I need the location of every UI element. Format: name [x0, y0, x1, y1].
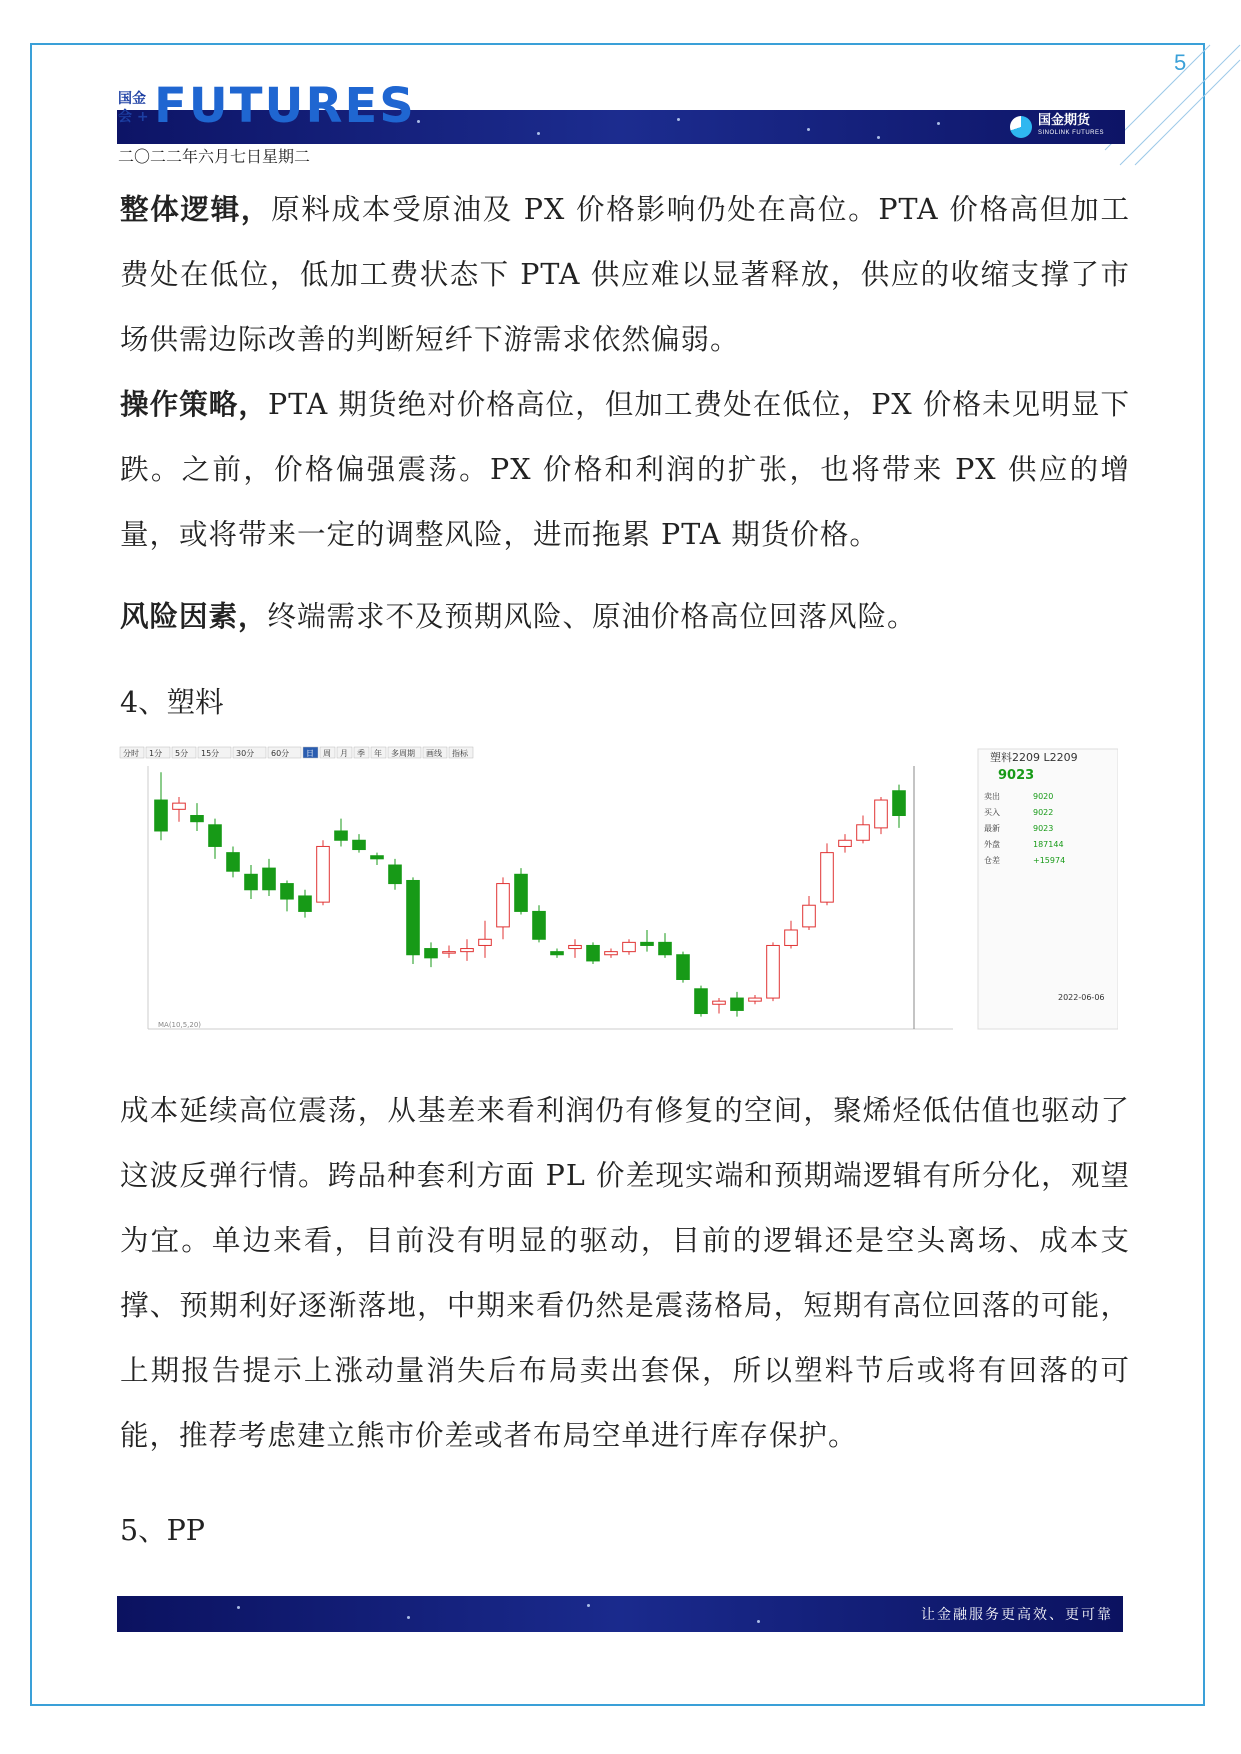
candle-body: [317, 846, 330, 902]
candle-body: [515, 874, 528, 911]
date-label: 2022-06-06: [1058, 993, 1105, 1002]
candle-body: [299, 896, 312, 911]
candle-body: [461, 949, 474, 952]
candle-body: [569, 945, 582, 948]
candle-body: [245, 874, 258, 889]
candle-body: [209, 825, 222, 847]
paragraph-risk: 风险因素，终端需求不及预期风险、原油价格高位回落风险。: [120, 599, 917, 633]
toolbar-button[interactable]: 季: [357, 749, 365, 758]
candle-body: [281, 884, 294, 899]
last-price: 9023: [998, 768, 1035, 783]
quote-value: 9020: [1033, 792, 1054, 801]
candle-body: [659, 942, 672, 954]
section-heading-pp: 5、PP: [120, 1514, 205, 1547]
quote-label: 仓差: [984, 856, 1000, 865]
toolbar-button[interactable]: 分时: [123, 749, 139, 758]
toolbar-button[interactable]: 1分: [149, 749, 163, 758]
toolbar-button[interactable]: 15分: [201, 749, 220, 758]
quote-value: 187144: [1033, 840, 1064, 849]
candle-body: [839, 840, 852, 846]
quote-value: 9022: [1033, 808, 1054, 817]
quote-panel: [978, 749, 1118, 1029]
toolbar-button[interactable]: 30分: [236, 749, 255, 758]
toolbar-button[interactable]: 指标: [452, 749, 468, 758]
candle-body: [425, 949, 438, 958]
candle-body: [731, 998, 744, 1010]
quote-value: 9023: [1033, 824, 1054, 833]
quote-label: 外盘: [984, 840, 1000, 849]
candle-body: [605, 952, 618, 955]
toolbar-button[interactable]: 画线: [426, 749, 442, 758]
candle-body: [875, 800, 888, 828]
brand-name-cn: 国金期货: [1038, 113, 1091, 128]
candle-body: [191, 816, 204, 822]
corner-decoration: [1100, 40, 1241, 170]
candle-body: [353, 840, 366, 849]
footer-banner: [117, 1596, 1123, 1632]
quote-label: 最新: [984, 824, 1000, 833]
toolbar-button[interactable]: 60分: [271, 749, 290, 758]
plastic-candlestick-chart: [118, 744, 1118, 1036]
candle-body: [587, 945, 600, 960]
brand-icon: [1010, 116, 1032, 138]
candle-body: [155, 800, 168, 831]
candle-body: [443, 952, 456, 954]
candle-body: [677, 955, 690, 980]
candle-body: [497, 884, 510, 927]
candle-body: [641, 942, 654, 945]
candle-body: [371, 856, 384, 859]
candle-body: [821, 853, 834, 903]
candle-body: [785, 930, 798, 945]
quote-value: +15974: [1033, 856, 1066, 865]
paragraph-overall-logic: 整体逻辑，原料成本受原油及 PX 价格影响仍处在高位。PTA 价格高但加工费处在低位，低加工费状态下 PTA 供应难以显著释放，供应的收缩支撑了市场供需边际改善的判断短纤下游需求依然偏弱。: [120, 192, 1130, 356]
paragraph-strategy: 操作策略，PTA 期货绝对价格高位，但加工费处在低位，PX 价格未见明显下跌。之前，价格偏强震荡。PX 价格和利润的扩张，也将带来 PX 供应的增量，或将带来一定的调整风险，进而拖累 PTA 期货价格。: [120, 387, 1130, 551]
candle-body: [533, 911, 546, 939]
toolbar-button[interactable]: 年: [374, 749, 382, 758]
candle-body: [335, 831, 348, 840]
section-heading-plastic: 4、塑料: [120, 686, 224, 719]
paragraph-plastic-analysis: 成本延续高位震荡，从基差来看利润仍有修复的空间，聚烯烃低估值也驱动了这波反弹行情。跨品种套利方面 PL 价差现实端和预期端逻辑有所分化，观望为宜。单边来看，目前没有明显的驱动，目前的逻辑还是空头离场、成本支撑、预期利好逐渐落地，中期来看仍然是震荡格局，短期有高位回落的可能，上期报告提示上涨动量消失后布局卖出套保，所以塑料节后或将有回落的可能，推荐考虑建立熊市价差或者布局空单进行库存保护。: [120, 1094, 1130, 1452]
logo-futures: FUTURES: [154, 78, 416, 134]
chart-toolbar: [120, 747, 473, 758]
quote-label: 买入: [984, 808, 1000, 817]
candle-body: [407, 880, 420, 954]
candle-body: [767, 945, 780, 998]
chart-title: 塑料2209 L2209: [990, 751, 1078, 764]
footer-slogan: 让金融服务更高效、更可靠: [921, 1607, 1113, 1623]
candle-body: [893, 791, 906, 816]
candle-body: [695, 989, 708, 1014]
candle-body: [479, 939, 492, 945]
toolbar-button[interactable]: 月: [340, 749, 348, 758]
logo-cn: 国金 会 +: [118, 91, 149, 125]
quote-label: 卖出: [984, 792, 1000, 801]
candle-body: [389, 865, 402, 884]
candle-body: [749, 998, 762, 1001]
candle-body: [713, 1001, 726, 1004]
page-number: 5: [1174, 50, 1187, 75]
candle-body: [803, 905, 816, 927]
toolbar-button[interactable]: 周: [323, 749, 331, 758]
toolbar-button[interactable]: 日: [306, 749, 314, 758]
brand-name-en: SINOLINK FUTURES: [1038, 130, 1105, 136]
ma-legend: MA(10,5,20): [158, 1021, 202, 1029]
candle-body: [857, 825, 870, 840]
toolbar-button[interactable]: 多周期: [391, 749, 415, 758]
candle-body: [227, 853, 240, 872]
brand-logo: [1010, 113, 1104, 141]
candle-body: [551, 952, 564, 955]
candle-body: [173, 803, 186, 809]
candle-body: [623, 942, 636, 951]
candle-body: [263, 868, 276, 890]
report-date: 二〇二二年六月七日星期二: [118, 147, 311, 166]
toolbar-button[interactable]: 5分: [175, 749, 189, 758]
